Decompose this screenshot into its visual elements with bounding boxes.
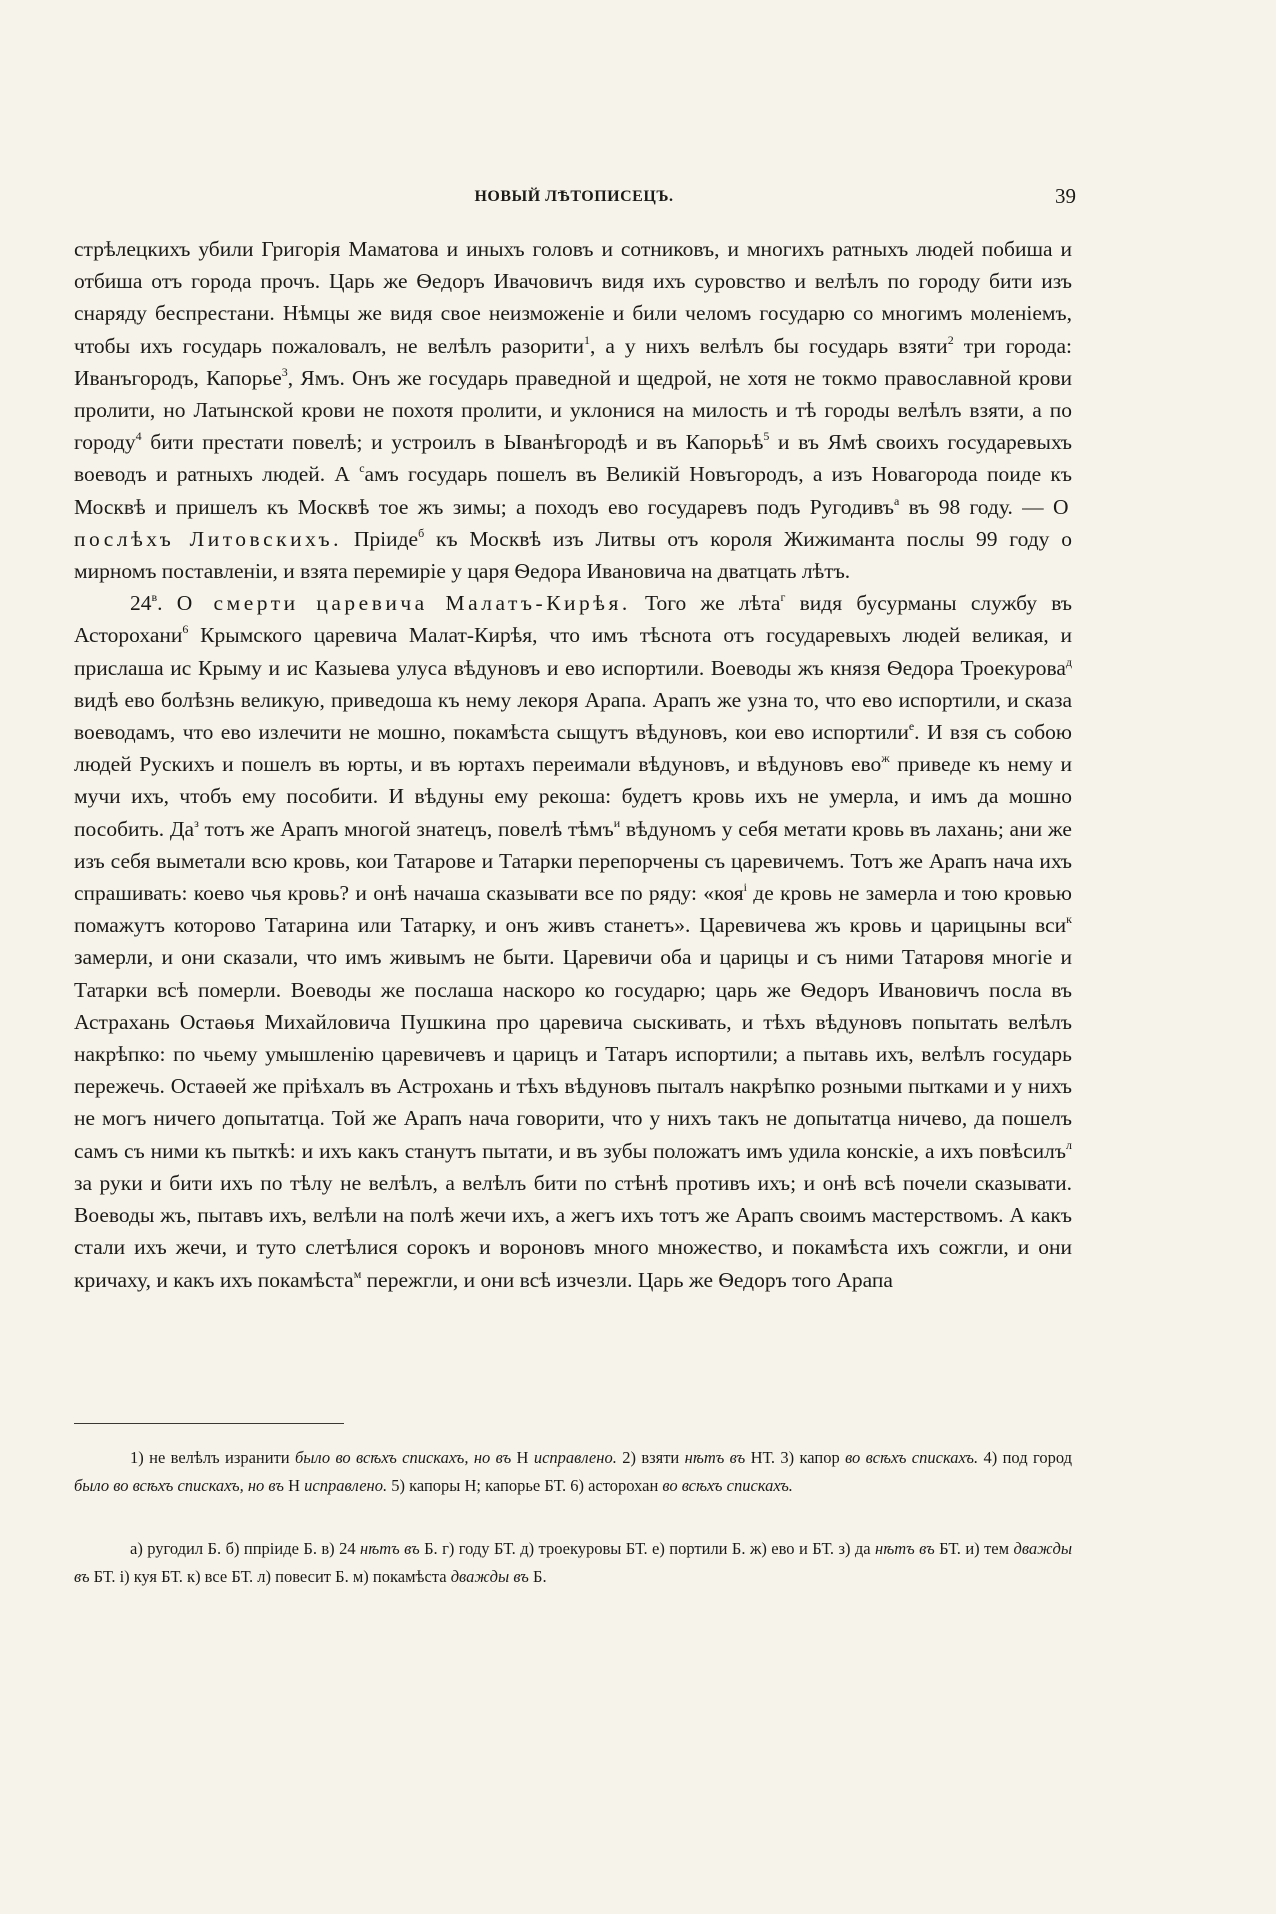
text-run: приведе къ нему и мучи ихъ, чтобъ ему пособити. И вѣдуны ему рекоша: будетъ кровь ихъ не умерла, и имъ да мошно пособить. Да <box>74 752 1072 841</box>
footnote-text: 2) взяти <box>616 1448 685 1467</box>
text-run: амъ государь пошелъ въ Великій Новъгородъ, а изъ Новагорода поиде къ Москвѣ и пришелъ къ Москвѣ тое жъ зимы; а походъ ево государевъ подъ Ругодивъ <box>74 462 1072 519</box>
footnote-text: а) ругодил Б. б) ппріиде Б. в) 24 <box>130 1539 361 1558</box>
text-run: де кровь не замерла и тою кровью помажутъ которово Татарина или Татарку, и онъ живъ станетъ». Царевичева жъ кровь и царицыны вси <box>74 881 1072 938</box>
text-run: видѣ ево болѣзнь великую, приведоша къ нему лекоря Арапа. Арапъ же узна то, что ево испортили, и сказа воеводамъ, что ево излечити не мошно, покамѣста сыщутъ вѣдуновъ, кои ево испортили <box>74 687 1072 745</box>
text-run: стрѣлецкихъ убили Григорія Маматова и иныхъ головъ и сотниковъ, и многихъ ратныхъ людей побиша и отбиша отъ города прочъ. Царь же Ѳедоръ Ивачовичъ видя ихъ суровство и велѣлъ по городу бити изъ снаряду беспрестани. Нѣмцы же видя свое неизможеніе и били челомъ государю со многимъ моленіемъ, чтобы ихъ государь пожаловалъ, не велѣлъ разорити <box>74 237 1072 358</box>
footnote-italic: нѣтъ въ <box>360 1539 420 1558</box>
text-run: къ Москвѣ изъ Литвы отъ короля Жижиманта послы 99 году о мирномъ поставленіи, и взята перемиріе у царя Ѳедора Ивановича на дватцать лѣтъ. <box>74 526 1072 584</box>
footnote-italic: исправлено. <box>304 1476 388 1495</box>
variant-ref: ж <box>881 751 890 766</box>
small-letter: с <box>359 461 365 476</box>
footnote-text: Б. <box>528 1567 547 1586</box>
footnote-italic: нѣтъ въ <box>875 1539 935 1558</box>
footnote-ref: 5 <box>763 429 770 444</box>
lettered-footnotes <box>74 1535 1072 1591</box>
footnote-italic: было во всѣхъ спискахъ, но въ <box>294 1448 512 1467</box>
main-text <box>74 233 1072 1296</box>
footnote-ref: 3 <box>281 364 288 379</box>
text-run: , Ямъ. Онъ же государь праведной и щедрой, не хотя не токмо православной крови пролити, но Латынской крови не похотя пролити, и уклонися на милость и тѣ городы велѣлъ взяти, а по городу <box>74 365 1072 455</box>
text-run: вѣдуномъ у себя метати кровь въ лахань; ани же изъ себя выметали всю кровь, кои Татарове и Татарки перепорчены съ царевичемъ. Тотъ же Арапъ нача ихъ спрашивать: коево чья кровь? и онѣ начаша сказывати все по ряду: «коя <box>74 816 1072 906</box>
footnote-text: 5) капоры Н; капорье БТ. 6) асторохан <box>387 1476 663 1495</box>
variant-ref: а <box>894 493 900 508</box>
text-run: пережгли, и они всѣ изчезли. Царь же Ѳедоръ того Арапа <box>361 1267 893 1292</box>
footnote-block <box>74 1444 1072 1500</box>
text-run: и въ Ямѣ своихъ государевыхъ воеводъ и ратныхъ людей. А <box>74 430 1072 487</box>
footnote-italic: дважды въ <box>74 1539 1072 1586</box>
footnote-text: БТ. и) тем <box>934 1539 1014 1558</box>
footnote-italic: нѣтъ въ <box>684 1448 746 1467</box>
text-run: въ 98 году. — <box>899 494 1053 519</box>
footnote-text: Н <box>511 1448 534 1467</box>
text-run: Пріиде <box>342 526 419 551</box>
page-number: 39 <box>1055 184 1076 208</box>
footnote-italic: было во всѣхъ спискахъ, но въ <box>74 1476 284 1495</box>
running-head <box>74 184 1076 216</box>
running-title: НОВЫЙ ЛѢТОПИСЕЦЪ. <box>474 188 674 205</box>
variant-ref: е <box>908 719 915 734</box>
section-heading-tsarevich: О смерти царевича Малатъ-Кирѣя. <box>176 591 631 616</box>
text-run: за руки и бити ихъ по тѣлу не велѣлъ, а велѣлъ бити по стѣнѣ противъ ихъ; и онѣ всѣ почели сказывати. Воеводы жъ, пытавъ ихъ, велѣли на полѣ жечи ихъ, а жегъ ихъ тотъ же Арапъ своимъ мастерствомъ. А какъ стали ихъ жечи, и туто слетѣлися сорокъ и вороновъ много множество, и покамѣста ихъ сожгли, и они кричаху, и какъ ихъ покамѣста <box>74 1170 1072 1292</box>
text-run: видя бусурманы службу въ Асторохани <box>74 591 1073 648</box>
numbered-footnotes <box>74 1444 1072 1500</box>
text-run: Крымского царевича Малат-Кирѣя, что имъ тѣснота отъ государевыхъ людей великая, и прислаша ис Крыму и ис Казыева улуса вѣдуновъ и ево испортили. Воеводы жъ князя Ѳедора Троекурова <box>74 623 1072 680</box>
variant-ref: з <box>194 815 199 830</box>
variant-ref: и <box>613 815 621 830</box>
text-run: бити престати повелѣ; и устроилъ в Ыванѣгородѣ и въ Капорьѣ <box>141 430 764 455</box>
footnote-ref: 4 <box>135 429 142 444</box>
footnote-italic: дважды въ <box>450 1567 529 1586</box>
text-run: замерли, и они сказали, что имъ живымъ не быти. Царевичи оба и царицы и съ ними Татаровя многіе и Татарки всѣ померли. Воеводы же послаша наскоро ко государю; царь же Ѳедоръ Ивановичъ посла въ Астрахань Остаѳья Михайловича Пушкина про царевича сыскивать, и тѣхъ вѣдуновъ попытать велѣлъ накрѣпко: по чьему умышленію царевичевъ и царицъ и Татаръ испортили; а пытавь ихъ, велѣлъ государь пережечь. Остаѳей же пріѣхалъ въ Астрохань и тѣхъ вѣдуновъ пыталъ накрѣпко розными пытками и у нихъ не могъ ничего допытатца. Той же Арапъ нача говорити, что у нихъ такъ не допытатца ничево, да пошелъ самъ съ ними къ пыткѣ: и ихъ какъ станутъ пытати, и въ зубы положатъ имъ удила конскіе, а ихъ повѣсилъ <box>74 945 1072 1163</box>
variant-ref: к <box>1066 912 1072 927</box>
variant-ref: д <box>1065 654 1072 669</box>
variant-ref: л <box>1066 1137 1072 1152</box>
footnote-italic: исправлено. <box>533 1448 617 1467</box>
paragraph-1 <box>74 233 1072 587</box>
footnote-italic: во всѣхъ спискахъ. <box>845 1448 979 1467</box>
text-run: тотъ же Арапъ многой знатецъ, повелѣ тѣмъ <box>198 816 614 841</box>
variant-ref: і <box>743 880 747 895</box>
text-run: . И взя съ собою людей Рускихъ и пошелъ въ юрты, и въ юртахъ переимали вѣдуновъ, и вѣдуновъ ево <box>74 720 1072 777</box>
paragraph-2 <box>74 587 1072 1295</box>
section-heading-envoys: О послѣхъ Литовскихъ. <box>74 494 1073 551</box>
variant-ref: в <box>151 590 158 605</box>
text-run: Того же лѣта <box>630 591 781 616</box>
text-run: , а у нихъ велѣлъ бы государь взяти <box>589 333 948 358</box>
footnote-divider <box>74 1423 344 1424</box>
variant-ref: б <box>418 525 425 540</box>
footnote-italic: во всѣхъ спискахъ. <box>662 1476 793 1495</box>
footnote-text: 1) не велѣлъ изранити <box>130 1448 295 1467</box>
variant-ref: м <box>353 1266 362 1281</box>
footnote-ref: 2 <box>947 332 954 347</box>
footnote-text: 4) под город <box>978 1448 1072 1467</box>
footnote-text: Б. г) году БТ. д) троекуровы БТ. е) портили Б. ж) ево и БТ. з) да <box>419 1539 876 1558</box>
footnote-text: Н <box>283 1476 305 1495</box>
section-number: 24 <box>130 591 152 616</box>
footnote-ref: 6 <box>182 622 189 637</box>
footnote-text: НТ. 3) капор <box>745 1448 846 1467</box>
variant-ref: г <box>780 590 786 605</box>
text-run: три города: Иванъгородъ, Капорье <box>74 333 1072 390</box>
footnote-text: БТ. і) куя БТ. к) все БТ. л) повесит Б. м) покамѣста <box>89 1567 451 1586</box>
text-run: . <box>157 591 177 616</box>
footnote-ref: 1 <box>583 332 590 347</box>
footnote-block <box>74 1535 1072 1591</box>
